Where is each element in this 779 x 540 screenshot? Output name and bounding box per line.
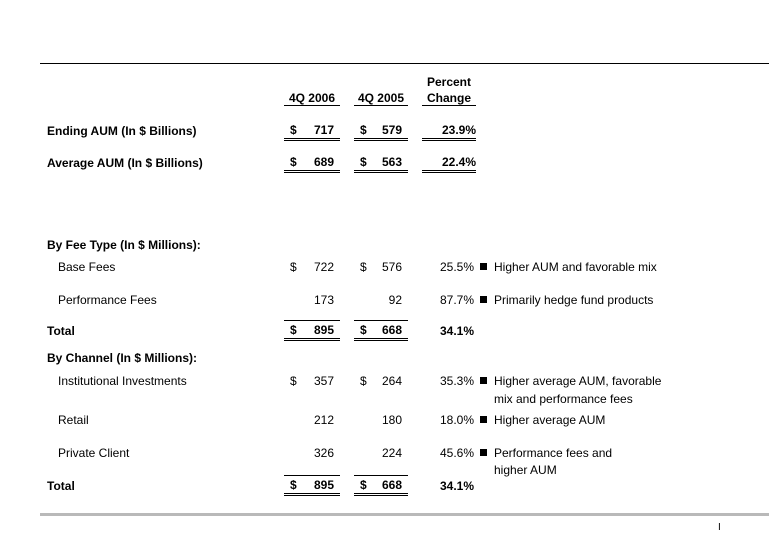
channel-total-2005-topline [354,475,408,476]
retail-label: Retail [58,413,89,427]
average-aum-label: Average AUM (In $ Billions) [47,156,203,170]
private-client-label: Private Client [58,446,130,460]
fee-type-total-pct: 34.1% [439,324,474,338]
channel-total-2006: 895 [313,478,334,492]
performance-fees-2006: 173 [313,293,334,307]
dollar-sign: $ [360,478,367,492]
ending-aum-2005-cell [354,123,408,141]
base-fees-2005: 576 [381,260,402,274]
ending-aum-2005: 579 [381,123,402,137]
institutional-2006: 357 [313,374,334,388]
retail-note [480,413,605,427]
performance-fees-label: Performance Fees [58,293,157,307]
average-aum-2006-cell [284,155,340,173]
dollar-sign: $ [290,374,297,388]
fee-type-total-2005-cell [354,323,408,341]
channel-total-label: Total [47,479,75,493]
performance-fees-pct: 87.7% [439,293,474,307]
channel-total-2005-cell [354,478,408,496]
ending-aum-label: Ending AUM (In $ Billions) [47,124,197,138]
retail-2005: 180 [381,413,402,427]
average-aum-2006: 689 [313,155,334,169]
private-client-2006: 326 [313,446,334,460]
channel-total-pct: 34.1% [439,479,474,493]
private-client-note-line1: Performance fees and [494,446,613,460]
fee-type-total-label: Total [47,324,75,338]
average-aum-pct: 22.4% [422,155,476,173]
channel-section-title: By Channel (In $ Millions): [47,351,198,365]
fee-type-total-2005-topline [354,320,408,321]
retail-note-text: Higher average AUM [494,413,606,427]
institutional-2005: 264 [381,374,402,388]
ending-aum-2006-cell [284,123,340,141]
dollar-sign: $ [360,155,367,169]
dollar-sign: $ [360,323,367,337]
retail-pct: 18.0% [439,413,474,427]
channel-total-2006-cell [284,478,340,496]
fee-type-total-2005: 668 [381,323,402,337]
average-aum-2005-cell [354,155,408,173]
channel-total-2006-topline [284,475,340,476]
dollar-sign: $ [290,478,297,492]
base-fees-note-text: Higher AUM and favorable mix [494,260,657,274]
dollar-sign: $ [290,123,297,137]
dollar-sign: $ [360,260,367,274]
private-client-pct: 45.6% [439,446,474,460]
private-client-2005: 224 [381,446,402,460]
institutional-note [480,374,661,388]
column-header-change: Change [422,91,476,106]
fee-type-total-2006-topline [284,320,340,321]
institutional-note-line2: mix and performance fees [494,392,633,406]
page-marker: I [718,522,721,533]
performance-fees-2005: 92 [388,293,402,307]
bullet-icon [480,296,487,303]
base-fees-pct: 25.5% [439,260,474,274]
private-client-note [480,446,612,460]
retail-2006: 212 [313,413,334,427]
performance-fees-note-text: Primarily hedge fund products [494,293,654,307]
fee-type-section-title: By Fee Type (In $ Millions): [47,238,201,252]
institutional-note-line1: Higher average AUM, favorable [494,374,662,388]
bullet-icon [480,377,487,384]
institutional-label: Institutional Investments [58,374,187,388]
base-fees-note [480,260,657,274]
bottom-rule [40,513,769,516]
channel-total-2005: 668 [381,478,402,492]
bullet-icon [480,416,487,423]
institutional-pct: 35.3% [439,374,474,388]
dollar-sign: $ [360,123,367,137]
column-header-percent: Percent [426,75,472,89]
fee-type-total-2006-cell [284,323,340,341]
column-header-4q2006: 4Q 2006 [284,91,340,106]
ending-aum-2006: 717 [313,123,334,137]
dollar-sign: $ [290,260,297,274]
ending-aum-pct: 23.9% [422,123,476,141]
base-fees-label: Base Fees [58,260,116,274]
dollar-sign: $ [290,323,297,337]
top-rule [40,63,769,64]
bullet-icon [480,263,487,270]
performance-fees-note [480,293,653,307]
base-fees-2006: 722 [313,260,334,274]
bullet-icon [480,449,487,456]
column-header-4q2005: 4Q 2005 [354,91,408,106]
dollar-sign: $ [360,374,367,388]
fee-type-total-2006: 895 [313,323,334,337]
private-client-note-line2: higher AUM [494,463,557,477]
average-aum-2005: 563 [381,155,402,169]
dollar-sign: $ [290,155,297,169]
